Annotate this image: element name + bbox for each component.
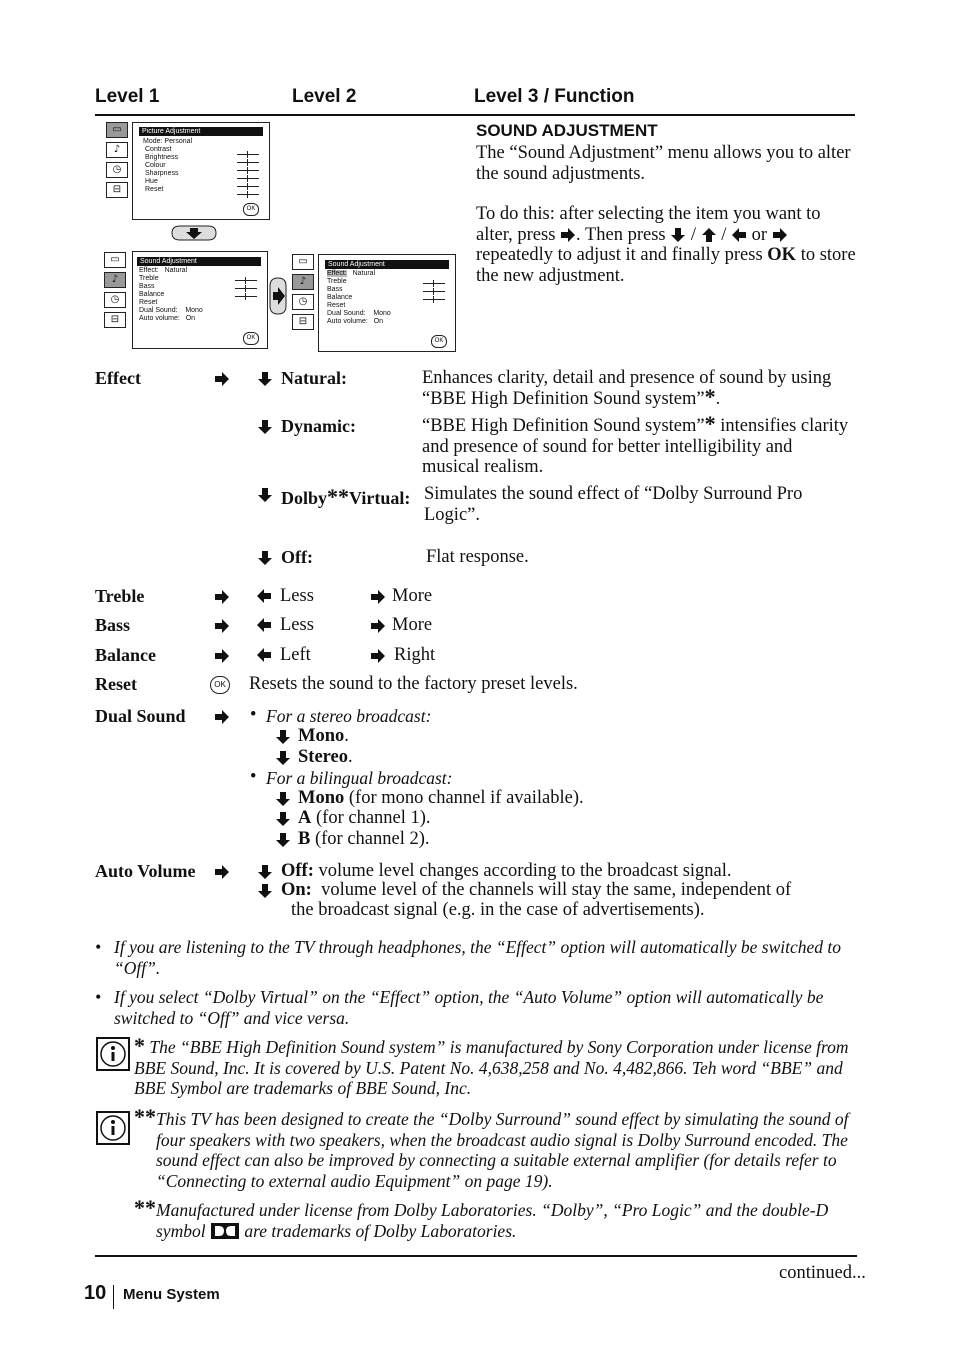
menu1-item: Reset <box>145 186 164 193</box>
picture-adjustment-menu <box>132 122 270 220</box>
footnote-bbe: * The “BBE High Definition Sound system” is manufactured by Sony Corporation under license from BBE Sound, Inc. It is covered by U.S. Patent No. 4,638,258 and No. 4,482,866. Teh word “BBE” and BBE Symbol are trademarks of BBE Sound, Inc. <box>134 1033 849 1098</box>
menu1-mode-label: Mode: <box>143 138 163 145</box>
menu3-effect-label: Effect: <box>327 270 347 277</box>
arrow-down-icon <box>257 864 273 880</box>
treble-more: More <box>392 586 433 606</box>
arrow-down-icon <box>275 791 291 807</box>
header-level1: Level 1 <box>95 86 160 107</box>
slider <box>237 194 259 195</box>
slider <box>237 162 259 163</box>
section-heading: SOUND ADJUSTMENT <box>476 121 658 140</box>
arrow-down-icon <box>257 550 273 566</box>
toolbox-icon: ⊟ <box>292 314 314 330</box>
ok-button-icon: OK <box>210 676 230 694</box>
arrow-down-icon <box>275 750 291 766</box>
menu2-icon-column <box>104 252 126 332</box>
arrow-right-icon <box>772 227 788 243</box>
treble-label: Treble <box>95 586 145 606</box>
treble-less: Less <box>280 586 314 606</box>
natural-label: Natural: <box>281 368 347 388</box>
menu3-item: Balance <box>327 294 353 301</box>
arrow-down-icon <box>257 371 273 387</box>
balance-label: Balance <box>95 645 156 665</box>
bass-more: More <box>392 615 433 635</box>
arrow-left-icon <box>256 588 272 604</box>
slider <box>237 154 259 155</box>
arrow-down-icon <box>257 487 273 503</box>
double-d-symbol-icon <box>210 1222 240 1240</box>
note-2: • If you select “Dolby Virtual” on the “Effect” option, the “Auto Volume” option will automatically be switched to “Off” and vice versa. <box>95 987 824 1028</box>
ok-icon: OK <box>243 332 259 345</box>
reset-label: Reset <box>95 674 137 694</box>
footnote-dolby-surround: This TV has been designed to create the “Dolby Surround” sound effect by simulating the sound of four speakers with two speakers, when the broadcast audio signal is Dolby Surround encoded. The sound effect can also be improved by connecting a suitable external amplifier (for details refer to “Connecting to external audio Equipment” on page 19). <box>156 1109 849 1191</box>
dolby-virtual-label: Dolby**Virtual: <box>281 484 411 509</box>
music-note-icon: ♪ <box>292 274 314 290</box>
auto-off: Off: volume level changes according to the broadcast signal. <box>281 861 732 881</box>
intro-paragraph-1: The “Sound Adjustment” menu allows you to alter the sound adjustments. <box>476 143 851 184</box>
off-label: Off: <box>281 547 313 567</box>
menu2-item: Treble <box>139 275 159 282</box>
footer-divider <box>113 1285 114 1309</box>
menu3-auto-label: Auto volume: <box>327 318 368 325</box>
menu3-dual-value: Mono <box>373 310 391 317</box>
picture-icon: ▭ <box>292 254 314 270</box>
info-icon <box>96 1111 130 1145</box>
menu2-item: Bass <box>139 283 155 290</box>
arrow-right-icon <box>214 589 230 605</box>
balance-left: Left <box>280 645 311 665</box>
page-number: 10 <box>84 1282 107 1304</box>
arrow-right-icon <box>214 648 230 664</box>
auto-on-continued: the broadcast signal (e.g. in the case of advertisements). <box>291 900 705 920</box>
menu1-title: Picture Adjustment <box>139 127 263 136</box>
menu2-auto-label: Auto volume: <box>139 315 180 322</box>
menu2-auto-value: On <box>185 315 196 322</box>
music-note-icon: ♪ <box>106 142 128 158</box>
clock-icon: ◷ <box>106 162 128 178</box>
off-text: Flat response. <box>426 547 529 567</box>
dual-sound-label: Dual Sound <box>95 706 186 726</box>
clock-icon: ◷ <box>104 292 126 308</box>
dynamic-text: “BBE High Definition Sound system”* intensifies clarity and presence of sound for better intelligibility and musical realism. <box>422 411 849 477</box>
note-1: • If you are listening to the TV through headphones, the “Effect” option will automatically be switched to “Off”. <box>95 937 841 978</box>
arrow-down-icon <box>275 811 291 827</box>
menu3-item: Reset <box>327 302 346 309</box>
menu2-item: Balance <box>139 291 165 298</box>
menu1-item: Brightness <box>145 154 179 161</box>
dual-mono-bilingual: Mono (for mono channel if available). <box>298 788 584 808</box>
arrow-right-icon <box>214 618 230 634</box>
menu2-dual-value: Mono <box>185 307 203 314</box>
menu1-item: Contrast <box>145 146 172 153</box>
arrow-left-icon <box>731 227 747 243</box>
stereo-broadcast-heading: For a stereo broadcast: <box>266 706 432 726</box>
menu1-icon-column <box>106 122 128 202</box>
menu1-item: Hue <box>145 178 158 185</box>
menu2-effect-label: Effect: <box>139 267 159 274</box>
slider <box>235 280 257 281</box>
arrow-down-icon <box>257 883 273 899</box>
dual-a: A (for channel 1). <box>298 808 431 828</box>
arrow-down-icon <box>670 227 686 243</box>
menu3-auto-value: On <box>373 318 384 325</box>
picture-icon: ▭ <box>104 252 126 268</box>
menu1-item: Colour <box>145 162 166 169</box>
intro-paragraph-2: To do this: after selecting the item you want to alter, press . Then press / / or repeatedly to adjust it and finally press OK to store the new adjustment. <box>476 204 856 286</box>
menu2-title: Sound Adjustment <box>137 257 261 266</box>
navigate-down-icon <box>170 224 218 242</box>
menu3-dual-label: Dual Sound: <box>327 310 366 317</box>
info-icon <box>96 1037 130 1071</box>
reset-text: Resets the sound to the factory preset levels. <box>249 674 578 694</box>
auto-volume-label: Auto Volume <box>95 861 196 881</box>
footnote-dolby-license: Manufactured under license from Dolby Laboratories. “Dolby”, “Pro Logic” and the double-D symbol are trademarks of Dolby Laboratories. <box>156 1200 829 1241</box>
sound-adjustment-menu <box>132 251 268 349</box>
footnote-dolby-license-mark: ** <box>134 1195 156 1220</box>
arrow-left-icon <box>256 647 272 663</box>
slider <box>237 186 259 187</box>
slider <box>237 170 259 171</box>
arrow-right-icon <box>370 589 386 605</box>
arrow-down-icon <box>257 419 273 435</box>
ok-icon: OK <box>431 335 447 348</box>
header-rule <box>95 114 855 116</box>
menu3-item: Treble <box>327 278 347 285</box>
slider <box>235 296 257 297</box>
arrow-left-icon <box>256 617 272 633</box>
slider <box>237 178 259 179</box>
bullet: • <box>250 767 257 787</box>
toolbox-icon: ⊟ <box>104 312 126 328</box>
menu2-effect-value: Natural <box>164 267 188 274</box>
menu3-effect-value: Natural <box>352 270 376 277</box>
clock-icon: ◷ <box>292 294 314 310</box>
menu3-icon-column <box>292 254 314 334</box>
bilingual-broadcast-heading: For a bilingual broadcast: <box>266 768 453 788</box>
arrow-right-icon <box>370 618 386 634</box>
footer-rule <box>95 1255 857 1257</box>
bullet: • <box>250 705 257 725</box>
dual-mono: Mono. <box>298 726 349 746</box>
arrow-right-icon <box>370 648 386 664</box>
arrow-right-icon <box>560 227 576 243</box>
natural-text: Enhances clarity, detail and presence of sound by using “BBE High Definition Sound system”*. <box>422 368 832 409</box>
dynamic-label: Dynamic: <box>281 416 356 436</box>
menu3-item: Bass <box>327 286 343 293</box>
balance-right: Right <box>394 645 436 665</box>
auto-on: On: volume level of the channels will stay the same, independent of <box>281 880 792 900</box>
header-level3: Level 3 / Function <box>474 86 635 107</box>
menu1-item: Sharpness <box>145 170 179 177</box>
arrow-down-icon <box>275 832 291 848</box>
arrow-right-icon <box>214 864 230 880</box>
arrow-up-icon <box>701 227 717 243</box>
menu2-dual-label: Dual Sound: <box>139 307 178 314</box>
section-name: Menu System <box>123 1286 220 1303</box>
navigate-right-icon <box>268 276 288 316</box>
effect-label: Effect <box>95 368 141 388</box>
dual-stereo: Stereo. <box>298 747 353 767</box>
sound-adjustment-menu-selected <box>318 254 456 352</box>
slider <box>235 288 257 289</box>
arrow-right-icon <box>214 709 230 725</box>
menu3-title: Sound Adjustment <box>325 260 449 269</box>
ok-icon: OK <box>243 203 259 216</box>
bass-label: Bass <box>95 615 131 635</box>
header-level2: Level 2 <box>292 86 357 107</box>
slider <box>423 291 445 292</box>
menu1-mode-value: Personal <box>164 138 193 145</box>
arrow-right-icon <box>214 371 230 387</box>
continued-text: continued... <box>779 1263 866 1283</box>
picture-icon: ▭ <box>106 122 128 138</box>
slider <box>423 283 445 284</box>
arrow-down-icon <box>275 729 291 745</box>
music-note-icon: ♪ <box>104 272 126 288</box>
slider <box>423 299 445 300</box>
footnote-dolby-mark: ** <box>134 1104 156 1129</box>
menu2-item: Reset <box>139 299 158 306</box>
dolby-virtual-text: Simulates the sound effect of “Dolby Surround Pro Logic”. <box>424 484 803 525</box>
bass-less: Less <box>280 615 314 635</box>
dual-b: B (for channel 2). <box>298 829 430 849</box>
toolbox-icon: ⊟ <box>106 182 128 198</box>
